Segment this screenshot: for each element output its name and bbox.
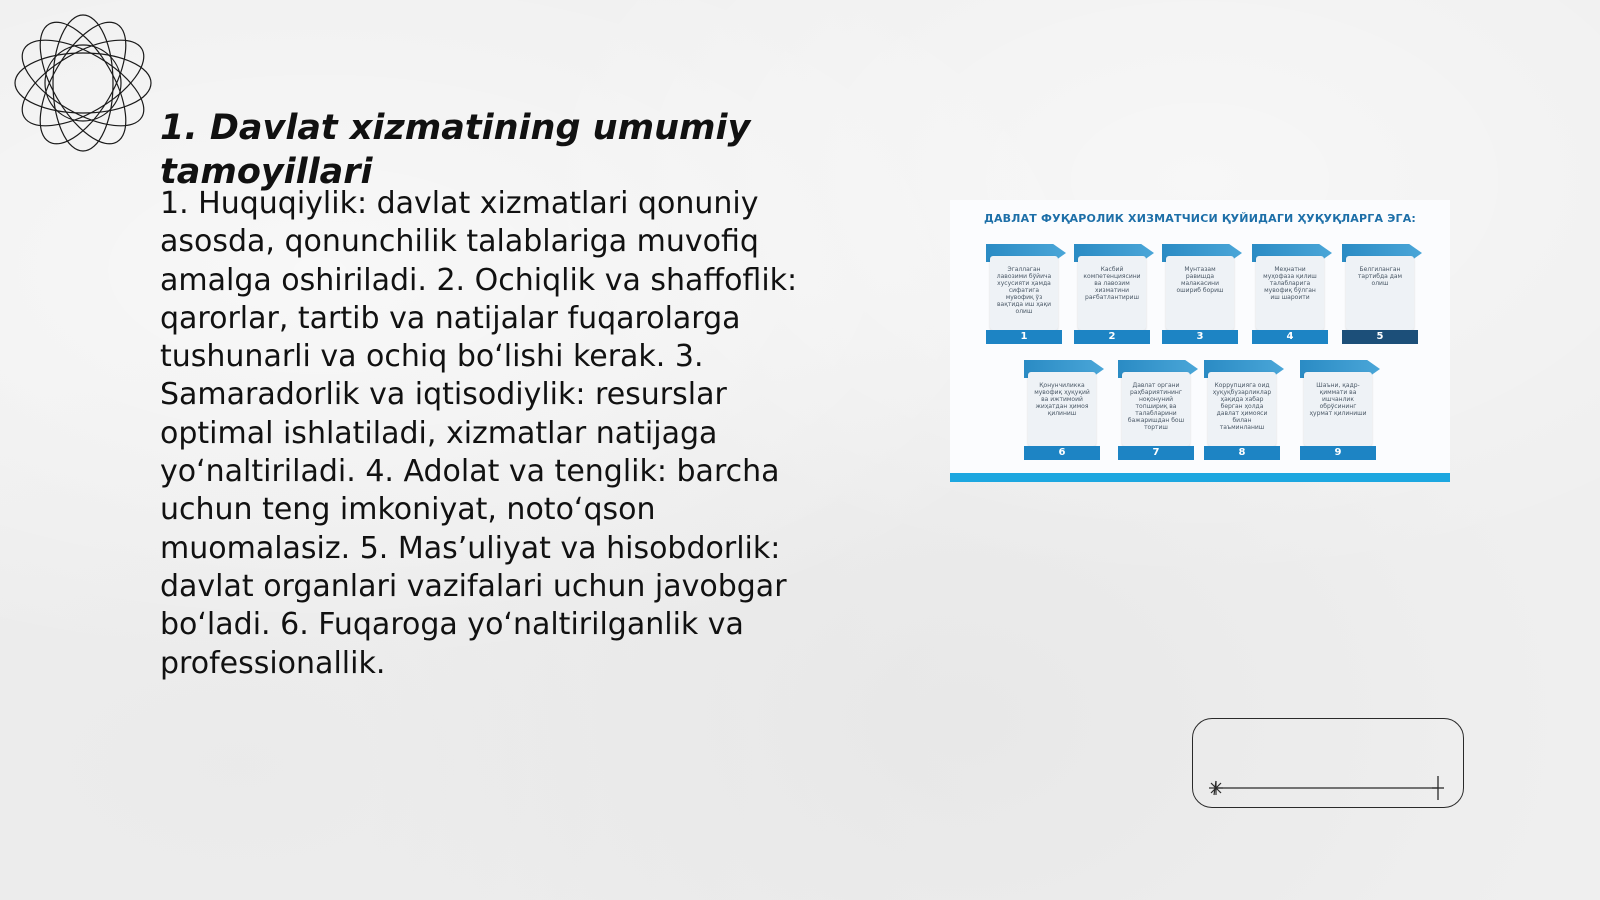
card-number: 6 [1024, 446, 1100, 460]
card-number: 7 [1118, 446, 1194, 460]
card-number: 1 [986, 330, 1062, 344]
card-number: 8 [1204, 446, 1280, 460]
infographic-bottom-bar [950, 473, 1450, 482]
infographic-card-8 [1204, 360, 1280, 460]
infographic-card-9 [1300, 360, 1376, 460]
infographic-card-2 [1074, 244, 1150, 344]
card-text: Касбий компетенциясини ва лавозим хизматини рағбатлантириш [1083, 266, 1141, 301]
infographic-card-5 [1342, 244, 1418, 344]
infographic-card-6 [1024, 360, 1100, 460]
infographic-heading: ДАВЛАТ ФУҚАРОЛИК ХИЗМАТЧИСИ ҚУЙИДАГИ ҲУҚУҚЛАРГА ЭГА: [983, 212, 1417, 225]
card-text: Шаъни, қадр-қиммати ва ишчанлик обрўсининг ҳурмат қилиниши [1309, 382, 1367, 417]
infographic-card-1 [986, 244, 1062, 344]
decorative-timeline-box [1192, 718, 1464, 808]
card-text: Давлат органи раҳбариятининг ноқонуний топшириқ ва талабларини бажаришдан бош тортиш [1127, 382, 1185, 431]
card-text: Мунтазам равишда малакасини ошириб бориш [1176, 266, 1224, 294]
slide-title: 1. Davlat xizmatining umumiy tamoyillari [160, 108, 751, 192]
card-number: 4 [1252, 330, 1328, 344]
card-number: 2 [1074, 330, 1150, 344]
card-text: Қонунчиликка мувофиқ ҳуқуқий ва ижтимоий жиҳатдан ҳимоя қилиниш [1034, 382, 1090, 417]
card-number: 5 [1342, 330, 1418, 344]
infographic-card-7 [1118, 360, 1194, 460]
card-text: Меҳнатни муҳофаза қилиш талабларига мувофиқ бўлган иш шароити [1263, 266, 1317, 301]
rights-infographic [950, 200, 1450, 482]
card-text: Белгиланган тартибда дам олиш [1357, 266, 1403, 287]
card-number: 3 [1162, 330, 1238, 344]
infographic-card-3 [1162, 244, 1238, 344]
card-text: Коррупцияга оид ҳуқуқбузарликлар ҳақида хабар берган ҳолда давлат ҳимояси билан таъминланиш [1212, 382, 1272, 431]
ornament-rings-icon [8, 8, 158, 158]
infographic-card-4 [1252, 244, 1328, 344]
card-number: 9 [1300, 446, 1376, 460]
slide-body-text: 1. Huquqiylik: davlat xizmatlari qonuniy asosda, qonunchilik talablariga muvofiq amalga oshiriladi. 2. Ochiqlik va shaffoflik: qarorlar, tartib va natijalar fuqarolarga tushunarli va ochiq bo‘lishi kerak. 3. Samaradorlik va iqtisodiylik: resurslar optimal ishlatiladi, xizmatlar natijaga yo‘naltiriladi. 4. Adolat va tenglik: barcha uchun teng imkoniyat, noto‘qson muomalasiz. 5. Mas’uliyat va hisobdorlik: davlat organlari vazifalari uchun javobgar bo‘ladi. 6. Fuqaroga yo‘naltirilganlik va professionallik. [160, 186, 798, 681]
card-text: Эгаллаган лавозими бўйича хусусияти ҳамда сифатига мувофиқ ўз вақтида иш ҳақи олиш [996, 266, 1052, 315]
timeline-line-icon [1192, 718, 1464, 808]
